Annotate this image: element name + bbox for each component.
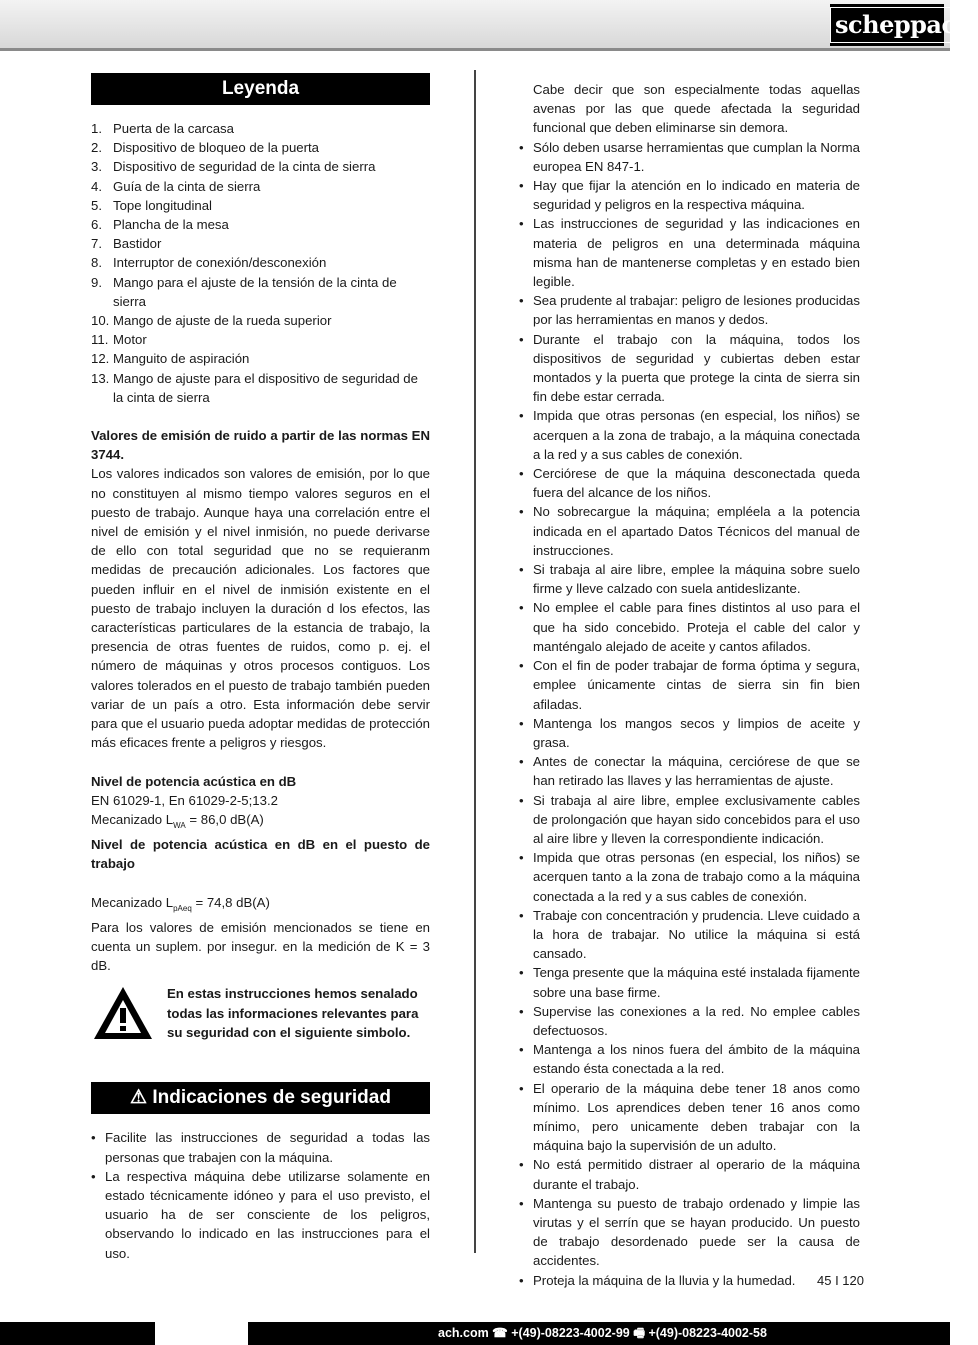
safety-list-item: • Mantenga a los ninos fuera del ámbito de la máquina estando ésta conectada a la red. [519,1040,860,1078]
legend-item [91,234,430,253]
safety-list-item: • Supervise las conexiones a la red. No emplee cables defectuosos. [519,1002,860,1040]
warning-triangle-icon [91,984,155,1042]
page-number: 45 I 120 [817,1273,864,1288]
standards-text: EN 61029-1, En 61029-2-5;13.2 [91,792,278,808]
legend-item-number: 6. [91,217,102,233]
safety-list-item: • Impida que otras personas (en especial, los niños) se acerquen tanto a la zona de trabajo como a la máquina conectada a la red y a sus cables de conexión. [519,848,860,906]
legend-list [91,119,430,407]
column-divider [474,70,476,1253]
header-bar [0,0,973,51]
safety-list-left [91,1128,430,1262]
safety-list-item: • Durante el trabajo con la máquina, todos los dispositivos de seguridad y cubiertas deben estar montados y la puerta que protege la cinta de sierra sin fin debe estar cerrada. [519,330,860,407]
safety-list-item: • No emplee el cable para fines distintos al uso para el que ha sido concebido. Proteja el cable del calor y manténgalo alejado de aceite y cantos afilados. [519,598,860,656]
footer-gap [155,1322,248,1345]
footer-contact: ach.com ☎ +(49)-08223-4002-99 🖷 +(49)-08223-4002-58 [438,1326,767,1340]
safety-intro: Cabe decir que son especialmente todas aquellas avenas por las que quede afectada la seguridad funcional que deben eliminarse sin demora. [533,82,860,136]
safety-list-item: • No sobrecargue la máquina; empléela a la potencia indicada en el apartado Datos Técnicos del manual de instrucciones. [519,502,860,560]
safety-list-item: • Sea prudente al trabajar: peligro de lesiones producidas por las herramientas en manos y dedos. [519,291,860,329]
legend-item-text: Mango de ajuste de la rueda superior [113,313,332,329]
legend-item-text: Plancha de la mesa [113,217,229,233]
safety-list-item: • Cerciórese de que la máquina desconectada queda fuera del alcance de los niños. [519,464,860,502]
right-column [519,80,860,1290]
legend-item-number: 13. [91,370,110,386]
safety-list-item: • Mantenga los mangos secos y limpios de aceite y grasa. [519,714,860,752]
legend-item-text: Manguito de aspiración [113,351,250,367]
safety-list-item: • Las instrucciones de seguridad y las indicaciones en materia de peligros en una determinada máquina misma han de mantenerse completas y en estado bien legible. [519,214,860,291]
safety-heading: ⚠ Indicaciones de seguridad [91,1082,430,1114]
legend-item-number: 1. [91,121,102,136]
legend-item-number: 5. [91,197,102,213]
safety-list-item: • Facilite las instrucciones de seguridad a todas las personas que trabajen con la máquina. [91,1128,430,1166]
legend-item-number: 3. [91,159,102,175]
warning-note-text: En estas instrucciones hemos senalado todas las informaciones relevantes para su seguridad con el siguiente simbolo. [167,986,419,1040]
legend-item-text: Puerta de la carcasa [113,121,234,136]
legend-heading: Leyenda [91,73,430,105]
brand-name: scheppach [830,7,978,43]
legend-item-number: 8. [91,255,102,271]
legend-item [91,119,430,138]
lpaeq-line: Mecanizado $L_{pAeq} = 74,8$ dB(A) [91,894,270,913]
workplace-heading: Nivel de potencia acústica en dB en el puesto de trabajo [91,837,430,872]
safety-list-item: • Si trabaja al aire libre, emplee exclusivamente cables de prolongación que hayan sido concebidos para el uso al aire libre y lleven la correspondiente indicación. [519,791,860,849]
brand-logo [830,4,973,46]
safety-list-item: • Si trabaja al aire libre, emplee la máquina sobre suelo firme y lleve calzado con suela antideslizante. [519,560,860,598]
safety-list-item: • Mantenga su puesto de trabajo ordenado y limpie las virutas y el serrín que se hayan producido. Un puesto de trabajo desordenado puede ser la causa de accidentes. [519,1194,860,1271]
left-column [91,73,430,1263]
legend-item-text: Mango de ajuste para el dispositivo de seguridad de la cinta de sierra [113,370,418,405]
safety-list-item: • Impida que otras personas (en especial, los niños) se acerquen a la zona de trabajo, a la máquina conectada a la red y a sus cables de conexión. [519,406,860,464]
legend-item [91,349,430,368]
legend-item [91,311,430,330]
legend-item [91,177,430,196]
safety-list-item: • Tenga presente que la máquina esté instalada fijamente sobre una base firme. [519,963,860,1001]
safety-list-item: • La respectiva máquina debe utilizarse solamente en estado técnicamente idóneo y para el uso previsto, el usuario ha de ser consciente de los peligros, observando lo indicado en las instrucciones para el uso. [91,1167,430,1263]
legend-item-text: Guía de la cinta de sierra [113,178,261,194]
legend-item-number: 10. [91,313,110,329]
legend-item [91,157,430,176]
legend-item [91,253,430,272]
footer-bar [0,1322,950,1345]
safety-list-item: • Antes de conectar la máquina, cerciórese de que se han retirado las llaves y las herramientas de ajuste. [519,752,860,790]
safety-list-item: • Con el fin de poder trabajar de forma óptima y segura, emplee únicamente cintas de sierra sin fin bien afiladas. [519,656,860,714]
legend-item [91,330,430,349]
legend-item [91,369,430,407]
safety-list-item: • El operario de la máquina debe tener 18 anos como mínimo. Los aprendices deben tener 16 anos como mínimo, pero unicamente deben trabajar con la máquina bajo la supervisión de un adulto. [519,1079,860,1156]
legend-item-text: Dispositivo de seguridad de la cinta de sierra [113,159,376,175]
legend-item [91,196,430,215]
power-heading: Nivel de potencia acústica en dB [91,773,297,789]
legend-item-text: Mango para el ajuste de la tensión de la cinta de sierra [113,274,397,309]
legend-item-text: Dispositivo de bloqueo de la puerta [113,140,320,156]
legend-item-text: Bastidor [113,236,162,252]
warning-note [91,984,430,1042]
noise-heading: Valores de emisión de ruido a partir de las normas EN 3744. [91,428,430,463]
lwa-line: Mecanizado $L_{WA} = 86,0$ dB(A) [91,811,264,830]
legend-item-number: 11. [91,332,109,348]
safety-list-item: • Hay que fijar la atención en lo indicado en materia de seguridad y peligros en la respectiva máquina. [519,176,860,214]
legend-item [91,215,430,234]
legend-item-number: 12. [91,351,110,367]
safety-list-item: • No está permitido distraer al operario de la máquina durante el trabajo. [519,1155,860,1193]
legend-item [91,138,430,157]
legend-item-number: 9. [91,274,102,290]
legend-item [91,273,430,311]
safety-list-item: • Trabaje con concentración y prudencia. Lleve cuidado a la hora de trabajar. No utilice la máquina si está cansado. [519,906,860,964]
noise-body: Los valores indicados son valores de emisión, por lo que no constituyen al mismo tiempo valores seguros en el puesto de trabajo. Aunque haya una correlación entre el nivel de emisión y el nivel inmisión, no puede derivarse de ello con total seguridad que no se requieranm medidas de precaución adicionales. Los factores que pueden influir en el nivel de inmisión existente en el puesto de trabajo incluyen la duración d los efectos, las características particulares de la estancia de trabajo, la presencia de otras fuentes de ruidos, como p. ej. el número de máquinas y otros procesos contiguos. Los valores tolerados en el puesto de trabajo también pueden variar de un país a otro. Esta información debe servir para que el usuario pueda adoptar medidas de protección más eficaces frente a peligros y riesgos. [91,466,430,751]
uncertainty-text: Para los valores de emisión mencionados se tiene en cuenta un suplem. por insegur. en la medición de K = 3 dB. [91,919,430,974]
legend-item-text: Tope longitudinal [113,197,212,213]
safety-list-item: • Sólo deben usarse herramientas que cumplan la Norma europea EN 847-1. [519,138,860,176]
legend-item-text: Interruptor de conexión/desconexión [113,255,327,271]
legend-item-number: 7. [91,236,102,252]
legend-item-number: 4. [91,178,102,194]
safety-list-right [519,138,860,1290]
legend-item-text: Motor [113,332,147,348]
legend-item-number: 2. [91,140,102,156]
safety-list-item: • Proteja la máquina de la lluvia y la humedad. [519,1271,860,1290]
